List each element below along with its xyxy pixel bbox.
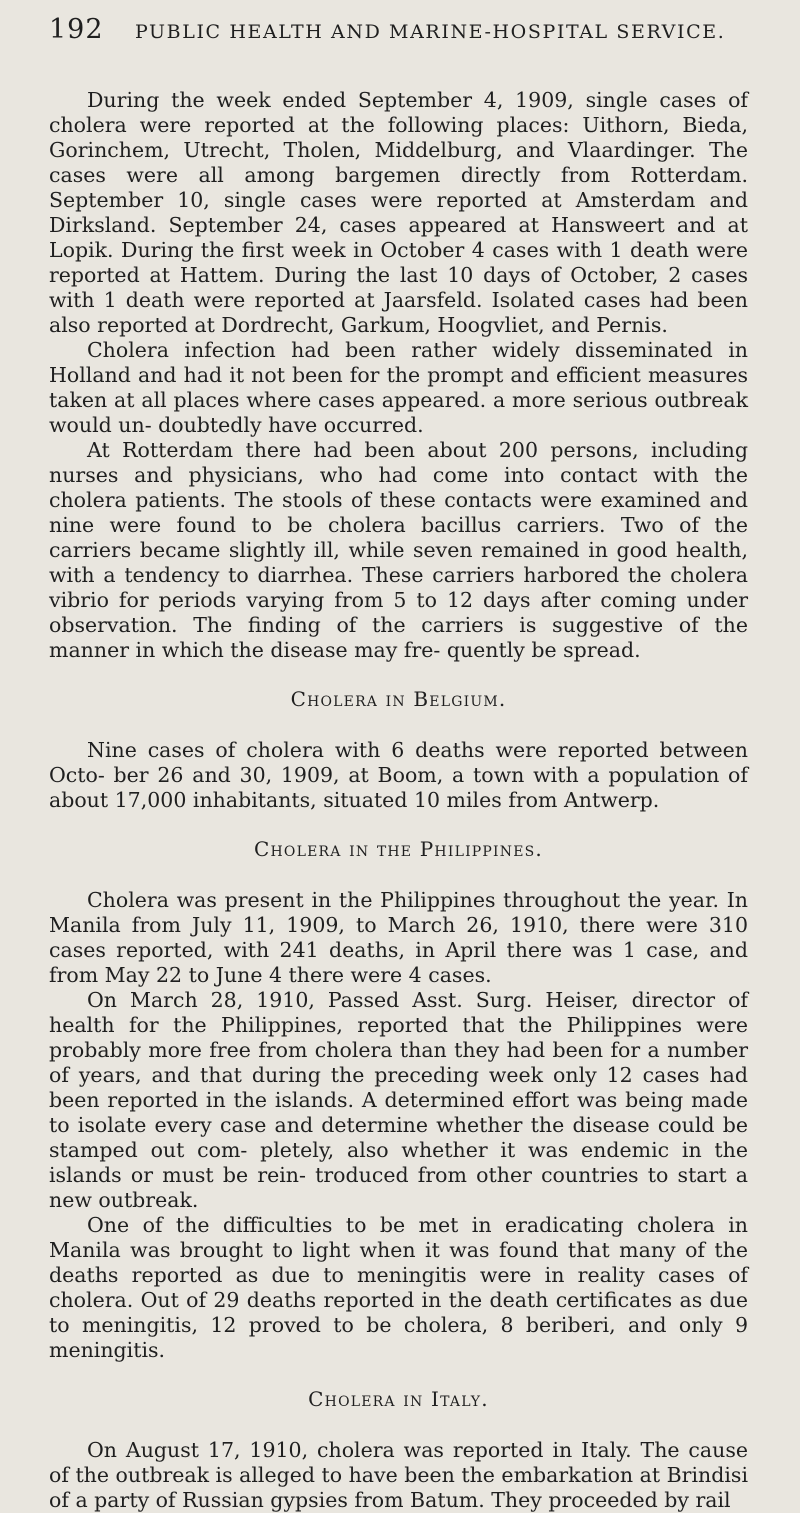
paragraph: On August 17, 1910, cholera was reported in Italy. The cause of the outbreak is alleged to have been the embarkation at Brindisi of a party of Russian gypsies from Batum. They proceeded by rail [49,1438,749,1512]
paragraph: On March 28, 1910, Passed Asst. Surg. Heiser, director of health for the Philippines, reported that the Philippines were probably more free from cholera than they had been for a number of years, and that during the preceding week only 12 cases had been reported in the islands. A determined effort was being made to isolate every case and determine whether the disease could be stamped out com- pletely, also whether it was endemic in the islands or must be rein- troduced from other countries to start a new outbreak. [49,988,748,1212]
section-holland [49,88,748,663]
paragraph: During the week ended September 4, 1909, single cases of cholera were reported at the following places: Uithorn, Bieda, Gorinchem, Utrecht, Tholen, Middelburg, and Vlaardinger. The cases were all among bargemen directly from Rotterdam. September 10, single cases were reported at Amsterdam and Dirksland. September 24, cases appeared at Hansweert and at Lopik. During the first week in October 4 cases with 1 death were reported at Hattem. During the last 10 days of October, 2 cases with 1 death were reported at Jaarsfeld. Isolated cases had been also reported at Dordrecht, Garkum, Hoogvliet, and Pernis. [49,88,748,337]
paragraph: Cholera was present in the Philippines throughout the year. In Manila from July 11, 1909, to March 26, 1910, there were 310 cases reported, with 241 deaths, in April there was 1 case, and from May 22 to June 4 there were 4 cases. [49,888,748,987]
section-belgium [49,687,748,813]
section-heading: Cholera in Belgium. [290,687,507,711]
running-head-title: PUBLIC HEALTH AND MARINE-HOSPITAL SERVICE. [135,21,726,43]
paragraph: Cholera infection had been rather widely disseminated in Holland and had it not been for the prompt and efficient measures taken at all places where cases appeared. a more serious outbreak would un- doubtedly have occurred. [49,338,748,437]
running-head [49,14,748,54]
page-number: 192 [49,14,104,45]
paragraph: At Rotterdam there had been about 200 persons, including nurses and physicians, who had come into contact with the cholera patients. The stools of these contacts were examined and nine were found to be cholera bacillus carriers. Two of the carriers became slightly ill, while seven remained in good health, with a tendency to diarrhea. These carriers harbored the cholera vibrio for periods varying from 5 to 12 days after coming under observation. The finding of the carriers is suggestive of the manner in which the disease may fre- quently be spread. [49,438,748,662]
section-heading: Cholera in the Philippines. [254,837,543,861]
paragraph: One of the difficulties to be met in eradicating cholera in Manila was brought to light when it was found that many of the deaths reported as due to meningitis were in reality cases of cholera. Out of 29 deaths reported in the death certificates as due to meningitis, 12 proved to be cholera, 8 beriberi, and only 9 meningitis. [49,1213,748,1362]
paragraph: Nine cases of cholera with 6 deaths were reported between Octo- ber 26 and 30, 1909, at Boom, a town with a population of about 17,000 inhabitants, situated 10 miles from Antwerp. [49,738,748,812]
section-philippines [49,837,748,1363]
section-heading: Cholera in Italy. [308,1387,489,1411]
section-italy [49,1387,748,1513]
